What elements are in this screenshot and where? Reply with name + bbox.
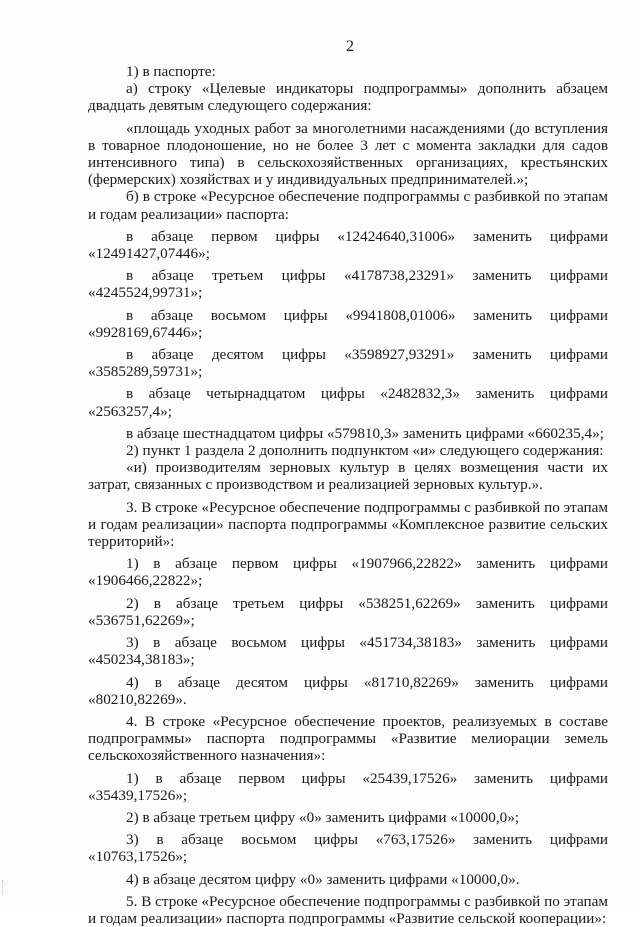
paragraph: в абзаце третьем цифры «4178738,23291» заменить цифрами «4245524,99731»;	[88, 267, 608, 302]
paragraph: 2) в абзаце третьем цифры «538251,62269» заменить цифрами «536751,62269»;	[88, 594, 608, 629]
paragraph: 3. В строке «Ресурсное обеспечение подпрограммы с разбивкой по этапам и годам реализации» паспорта подпрограммы «Комплексное развитие сельских территорий»:	[88, 498, 608, 551]
paragraph: в абзаце первом цифры «12424640,31006» заменить цифрами «12491427,07446»;	[88, 227, 608, 263]
paragraph: б) в строке «Ресурсное обеспечение подпрограммы с разбивкой по этапам и годам реализации» паспорта:	[88, 188, 608, 223]
document-body	[88, 63, 608, 927]
paragraph: 3) в абзаце восьмом цифры «763,17526» заменить цифрами «10763,17526»;	[88, 831, 608, 866]
page-number: 2	[346, 38, 354, 55]
paragraph: 2) в абзаце третьем цифру «0» заменить цифрами «10000,0»;	[126, 808, 520, 826]
paragraph: в абзаце десятом цифры «3598927,93291» заменить цифрами «3585289,59731»;	[88, 346, 608, 381]
paragraph: 4) в абзаце десятом цифры «81710,82269» заменить цифрами «80210,82269».	[88, 673, 608, 708]
paragraph: «площадь уходных работ за многолетними насаждениями (до вступления в товарное плодоношение, но не более 3 лет с момента закладки для садов интенсивного типа) в сельскохозяйственных организациях, крестьянских (фермерских) хозяйствах и у индивидуальных предпринимателей.»;	[88, 119, 608, 189]
paragraph: в абзаце шестнадцатом цифры «579810,3» заменить цифрами «660235,4»;	[126, 424, 604, 442]
paragraph: 1) в абзаце первом цифры «25439,17526» заменить цифрами «35439,17526»;	[88, 769, 608, 804]
paragraph: в абзаце четырнадцатом цифры «2482832,3» заменить цифрами «2563257,4»;	[88, 385, 608, 420]
paragraph: а) строку «Целевые индикаторы подпрограммы» дополнить абзацем двадцать девятым следующего содержания:	[88, 80, 608, 115]
paragraph: 4. В строке «Ресурсное обеспечение проектов, реализуемых в составе подпрограммы» паспорта подпрограммы «Развитие мелиорации земель сельскохозяйственного назначения»:	[88, 712, 608, 765]
paragraph: 1) в абзаце первом цифры «1907966,22822» заменить цифрами «1906466,22822»;	[88, 555, 608, 590]
paragraph: 2) пункт 1 раздела 2 дополнить подпунктом «и» следующего содержания:	[126, 442, 604, 460]
paragraph: 5. В строке «Ресурсное обеспечение подпрограммы с разбивкой по этапам и годам реализации» паспорта подпрограммы «Развитие сельской кооперации»:	[88, 892, 608, 927]
paragraph: 1) в паспорте:	[126, 63, 216, 80]
paragraph: «и) производителям зерновых культур в целях возмещения части их затрат, связанных с производством и реализацией зерновых культур.».	[88, 459, 608, 494]
paragraph: 3) в абзаце восьмом цифры «451734,38183» заменить цифрами «450234,38183»;	[88, 634, 608, 669]
paragraph: 4) в абзаце десятом цифру «0» заменить цифрами «10000,0».	[126, 870, 520, 888]
scan-edge-mark	[2, 880, 11, 894]
paragraph: в абзаце восьмом цифры «9941808,01006» заменить цифрами «9928169,67446»;	[88, 306, 608, 341]
